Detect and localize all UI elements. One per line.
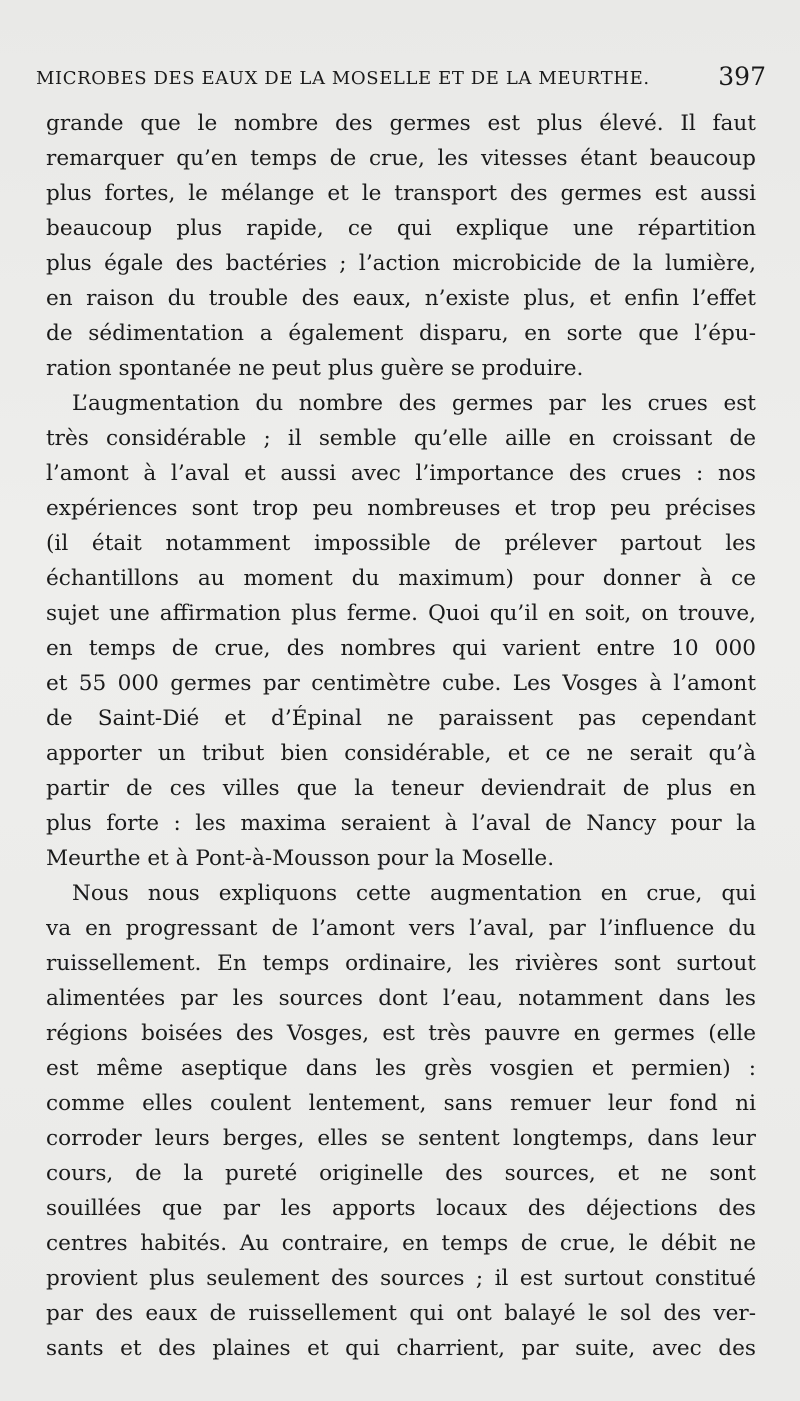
text-line: Meurthe et à Pont-à-Mousson pour la Moselle. — [46, 846, 555, 871]
text-line: en raison du trouble des eaux, n’existe plus, et enfin l’effet — [46, 286, 756, 311]
text-line: de sédimentation a également disparu, en sorte que l’épu- — [46, 321, 756, 346]
text-line: très considérable ; il semble qu’elle aille en croissant de — [46, 426, 756, 451]
text-line: Nous nous expliquons cette augmentation en crue, qui — [72, 881, 756, 906]
text-line: plus forte : les maxima seraient à l’aval de Nancy pour la — [46, 811, 756, 836]
text-line: régions boisées des Vosges, est très pauvre en germes (elle — [46, 1021, 756, 1046]
text-line: remarquer qu’en temps de crue, les vitesses étant beaucoup — [46, 146, 756, 171]
text-line: va en progressant de l’amont vers l’aval, par l’influence du — [46, 916, 756, 941]
text-line: et 55 000 germes par centimètre cube. Les Vosges à l’amont — [46, 671, 756, 696]
text-line: sants et des plaines et qui charrient, par suite, avec des — [46, 1336, 756, 1361]
text-line: plus fortes, le mélange et le transport des germes est aussi — [46, 181, 756, 206]
text-line: échantillons au moment du maximum) pour donner à ce — [46, 566, 756, 591]
text-line: par des eaux de ruissellement qui ont balayé le sol des ver- — [46, 1301, 756, 1326]
text-line: partir de ces villes que la teneur deviendrait de plus en — [46, 776, 756, 801]
page-header — [36, 62, 766, 98]
text-line: souillées que par les apports locaux des déjections des — [46, 1196, 756, 1221]
text-line: grande que le nombre des germes est plus élevé. Il faut — [46, 111, 756, 136]
text-line: centres habités. Au contraire, en temps de crue, le débit ne — [46, 1231, 756, 1256]
text-line: ruissellement. En temps ordinaire, les rivières sont surtout — [46, 951, 756, 976]
text-line: L’augmentation du nombre des germes par les crues est — [72, 391, 756, 416]
text-line: apporter un tribut bien considérable, et ce ne serait qu’à — [46, 741, 756, 766]
page-number: 397 — [718, 62, 766, 91]
text-line: beaucoup plus rapide, ce qui explique une répartition — [46, 216, 756, 241]
text-line: provient plus seulement des sources ; il est surtout constitué — [46, 1266, 756, 1291]
text-line: comme elles coulent lentement, sans remuer leur fond ni — [46, 1091, 756, 1116]
text-line: (il était notamment impossible de prélever partout les — [46, 531, 756, 556]
text-line: plus égale des bactéries ; l’action microbicide de la lumière, — [46, 251, 756, 276]
text-line: en temps de crue, des nombres qui varient entre 10 000 — [46, 636, 756, 661]
running-title: MICROBES DES EAUX DE LA MOSELLE ET DE LA MEURTHE. — [36, 68, 650, 89]
text-line: cours, de la pureté originelle des sources, et ne sont — [46, 1161, 756, 1186]
text-line: sujet une affirmation plus ferme. Quoi qu’il en soit, on trouve, — [46, 601, 756, 626]
text-line: corroder leurs berges, elles se sentent longtemps, dans leur — [46, 1126, 756, 1151]
text-line: alimentées par les sources dont l’eau, notamment dans les — [46, 986, 756, 1011]
text-line: expériences sont trop peu nombreuses et trop peu précises — [46, 496, 756, 521]
text-line: de Saint-Dié et d’Épinal ne paraissent pas cependant — [46, 706, 756, 731]
text-line: ration spontanée ne peut plus guère se produire. — [46, 356, 584, 381]
text-line: l’amont à l’aval et aussi avec l’importance des crues : nos — [46, 461, 756, 486]
text-line: est même aseptique dans les grès vosgien et permien) : — [46, 1056, 756, 1081]
